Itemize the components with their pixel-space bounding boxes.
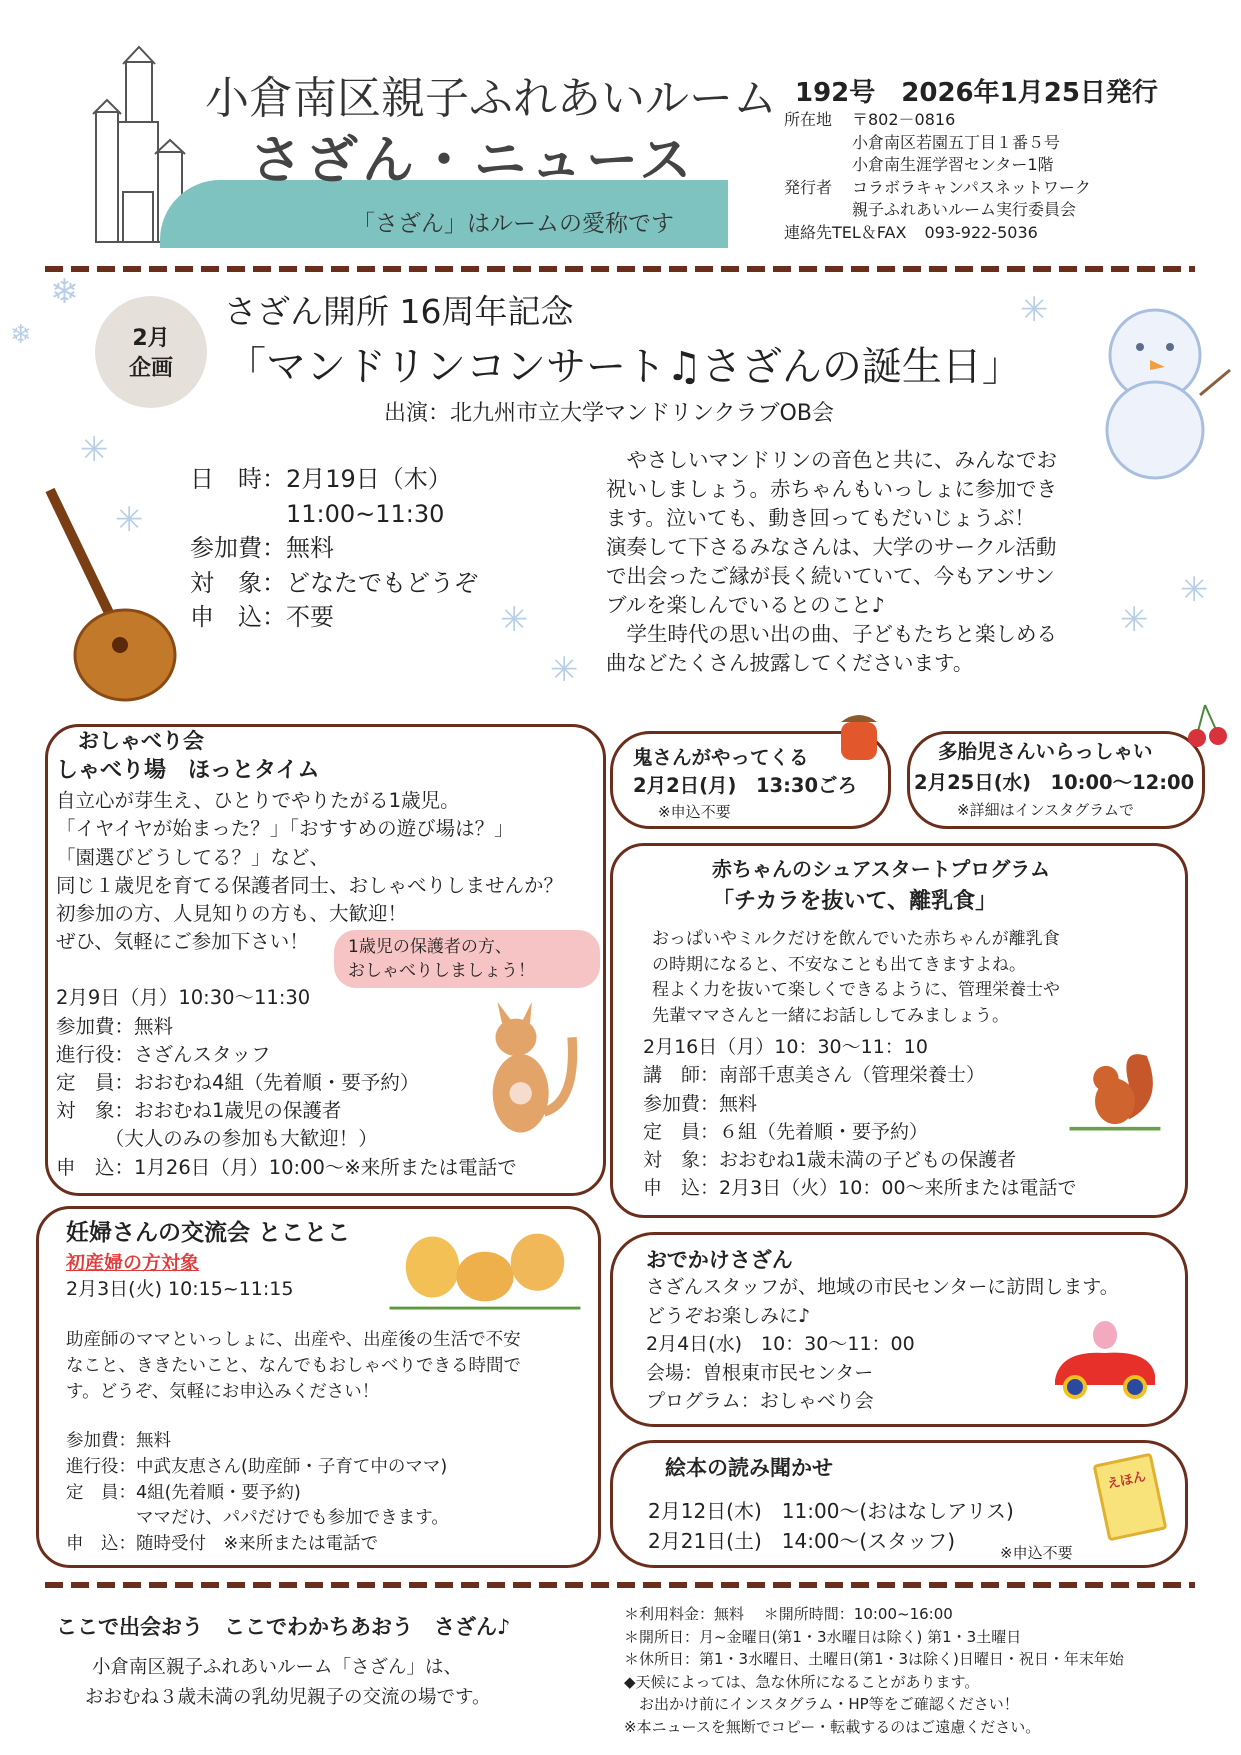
info-line: ＊開所日：月~金曜日(第1・3水曜日は除く) 第1・3土曜日 — [624, 1627, 1022, 1646]
footer-about-line: 小倉南区親子ふれあいルーム「さざん」は、 — [92, 1657, 463, 1678]
oshaberi-subtitle: しゃべり場 ほっとタイム — [56, 758, 320, 784]
cherry-icon — [1185, 700, 1230, 750]
info-label: 発行者 — [784, 177, 833, 197]
detail-line: ママだけ、パパだけでも参加できます。 — [66, 1508, 449, 1529]
info-line: お出かけ前にインスタグラム・HP等をご確認ください！ — [624, 1695, 1019, 1713]
issue-info: 192号 2026年1月25日発行 — [795, 78, 1158, 108]
snowflake-icon: ❄ — [50, 272, 79, 312]
detail-line: 参加費：無料 — [56, 1014, 174, 1038]
body-line: 「園選びどうしてる？」など、 — [56, 845, 330, 869]
bubble-line: 1歳児の保護者の方、 — [348, 937, 512, 957]
feature-performer: 出演：北九州市立大学マンドリンクラブOB会 — [384, 401, 834, 426]
oni-note: ※申込不要 — [658, 803, 731, 821]
snowflake-icon: ✳ — [550, 650, 579, 690]
info-label: 連絡先TEL＆FAX — [784, 222, 907, 242]
speech-bubble — [334, 930, 600, 988]
feature-title: 「マンドリンコンサート♫さざんの誕生日」 — [226, 344, 1022, 390]
snowflake-icon: ❄ — [10, 320, 32, 350]
book-label: えほん — [1105, 1469, 1148, 1493]
detail-line: 定 員：4組(先着順・要予約) — [66, 1482, 301, 1503]
info-line: 小倉南区若園五丁目１番５号 — [852, 132, 1061, 152]
detail-line: 参加費：無料 — [190, 534, 334, 562]
info-line: コラボラキャンパスネットワーク — [852, 177, 1091, 197]
description-line: 祝いしましょう。赤ちゃんもいっしょに参加でき — [606, 477, 1057, 501]
body-line: す。どうぞ、気軽にお申込みください！ — [66, 1382, 380, 1402]
detail-line: 対 象：おおむね1歳未満の子どもの保護者 — [643, 1149, 1017, 1172]
snowflake-icon: ✳ — [1020, 290, 1049, 330]
detail-line: 対 象：どなたでもどうぞ — [190, 568, 478, 597]
snowflake-icon: ✳ — [1180, 570, 1209, 610]
description-line: やさしいマンドリンの音色と共に、みんなでお — [606, 448, 1057, 472]
snowflake-icon: ✳ — [80, 430, 109, 470]
info-label: 所在地 — [784, 110, 833, 129]
detail-line: 進行役：中武友恵さん(助産師・子育て中のママ) — [66, 1456, 448, 1477]
snowflake-icon: ✳ — [115, 500, 144, 540]
odekake-body — [646, 1273, 1119, 1416]
pregnant-title: 妊婦さんの交流会 とことこ — [66, 1220, 351, 1246]
ehon-note: ※申込不要 — [1000, 1544, 1073, 1562]
bubble-line: おしゃべりしましょう！ — [348, 961, 535, 981]
info-line: 小倉南生涯学習センター1階 — [852, 155, 1054, 174]
body-line: 初参加の方、人見知りの方も、大歓迎！ — [56, 902, 408, 926]
baby-title: 赤ちゃんのシュアスタートプログラム — [712, 857, 1050, 881]
body-line: 同じ１歳児を育てる保護者同士、おしゃべりしませんか？ — [56, 873, 564, 897]
header-title: 小倉南区親子ふれあいルーム — [205, 73, 777, 124]
baby-details — [643, 1033, 1077, 1203]
footer-info — [624, 1603, 1124, 1738]
body-line: プログラム：おしゃべり会 — [646, 1390, 874, 1412]
badge-month: 2月 — [132, 326, 170, 351]
detail-line: 進行役：さざんスタッフ — [56, 1042, 271, 1066]
description-line: ます。泣いても、動き回ってもだいじょうぶ！ — [606, 506, 1035, 530]
month-badge — [95, 296, 207, 408]
ehon-line: 2月12日(木) 11:00〜(おはなしアリス) — [648, 1499, 1014, 1523]
badge-label: 企画 — [128, 356, 173, 381]
ehon-title: 絵本の読み聞かせ — [665, 1456, 833, 1480]
chicks-icon — [380, 1222, 590, 1312]
baby-subtitle: 「チカラを抜いて、離乳食」 — [712, 889, 998, 914]
body-line: おっぱいやミルクだけを飲んでいた赤ちゃんが離乳食 — [652, 929, 1060, 949]
detail-line: 講 師：南部千恵美さん（管理栄養士） — [643, 1064, 986, 1087]
snowflake-icon: ✳ — [500, 600, 529, 640]
snowman-icon — [1095, 305, 1235, 490]
detail-line: 申 込：不要 — [190, 603, 334, 631]
description-line: 曲などたくさん披露してくださいます。 — [606, 651, 974, 675]
detail-line: 定 員：おおむね4組（先着順・要予約） — [56, 1071, 420, 1095]
body-line: 「イヤイヤが始まった？」「おすすめの遊び場は？」 — [56, 817, 514, 841]
pregnant-body — [66, 1327, 521, 1405]
description-line: で出会ったご縁が長く続いていて、今もアンサン — [606, 564, 1055, 588]
body-line: 程よく力を抜いて楽しくできるように、管理栄養士や — [652, 980, 1060, 1000]
footer-about-line: おおむね３歳未満の乳幼児親子の交流の場です。 — [85, 1687, 491, 1708]
nickname-note: 「さざん」はルームの愛称です — [352, 211, 674, 237]
pregnant-datetime: 2月3日(火) 10:15~11:15 — [66, 1278, 294, 1300]
detail-line: 2月16日（月）10：30〜11：10 — [643, 1036, 928, 1058]
detail-line: 参加費：無料 — [643, 1092, 758, 1115]
body-line: 自立心が芽生え、ひとりでやりたがる1歳児。 — [56, 789, 460, 813]
detail-line: 2月9日（月）10:30〜11:30 — [56, 986, 311, 1010]
publisher-info — [784, 109, 1091, 244]
feature-subtitle: さざん開所 16周年記念 — [224, 292, 574, 331]
description-line: 演奏して下さるみなさんは、大学のサークル活動 — [606, 535, 1057, 559]
detail-line: （大人のみの参加も大歓迎！） — [56, 1127, 378, 1151]
detail-line: 申 込：2月3日（火）10：00〜来所または電話で — [643, 1177, 1077, 1200]
detail-line: 対 象：おおむね1歳児の保護者 — [56, 1099, 342, 1123]
divider — [45, 266, 1195, 272]
body-line: ぜひ、気軽にご参加下さい！ — [56, 930, 309, 954]
newsletter-name: さざん・ニュース — [250, 131, 696, 191]
squirrel-icon — [1065, 1045, 1165, 1135]
info-line: 093-922-5036 — [924, 222, 1038, 242]
description-line: 学生時代の思い出の曲、子どもたちと楽しめる — [606, 622, 1057, 646]
detail-line: 11:00~11:30 — [190, 499, 445, 528]
detail-line: 日 時：2月19日（木） — [190, 465, 452, 493]
body-line: の時期になると、不安なことも出てきますよね。 — [652, 954, 1026, 975]
body-line: 2月4日(水) 10：30〜11：00 — [646, 1333, 915, 1355]
info-line: 親子ふれあいルーム実行委員会 — [852, 200, 1077, 219]
pregnant-details — [66, 1429, 449, 1558]
snowflake-icon: ✳ — [1120, 600, 1149, 640]
oni-title: 鬼さんがやってくる — [633, 746, 809, 769]
multiple-title: 多胎児さんいらっしゃい — [938, 740, 1153, 763]
oshaberi-title: おしゃべり会 — [78, 729, 204, 753]
info-line: ※本ニュースを無断でコピー・転載するのはご遠慮ください。 — [624, 1717, 1041, 1736]
oni-datetime: 2月2日(月) 13:30ごろ — [633, 774, 858, 797]
info-line: ◆天候によっては、急な休所になることがあります。 — [624, 1672, 980, 1691]
rabbit-car-icon — [1050, 1315, 1160, 1400]
ehon-line: 2月21日(土) 14:00〜(スタッフ) — [648, 1529, 956, 1553]
pregnant-target: 初産婦の方対象 — [66, 1252, 200, 1274]
odekake-title: おでかけさざん — [646, 1248, 793, 1272]
body-line: 先輩ママさんと一緒にお話ししてみましょう。 — [652, 1005, 1009, 1026]
info-line: 〒802－0816 — [852, 110, 956, 129]
body-line: 助産師のママといっしょに、出産や、出産後の生活で不安 — [66, 1330, 521, 1350]
body-line: 会場：曽根東市民センター — [646, 1361, 874, 1384]
feature-description — [606, 446, 1057, 678]
description-line: ブルを楽しんでいるとのこと♪ — [606, 593, 885, 617]
body-line: どうぞお楽しみに♪ — [646, 1304, 811, 1327]
mandolin-icon — [40, 485, 180, 705]
divider — [45, 1582, 1195, 1588]
kangaroo-icon — [470, 1000, 590, 1140]
info-line: ＊休所日：第1・3水曜日、土曜日(第1・3は除く)日曜日・祝日・年末年始 — [624, 1650, 1124, 1668]
body-line: さざんスタッフが、地域の市民センターに訪問します。 — [646, 1276, 1119, 1298]
footer-slogan: ここで出会おう ここでわかちあおう さざん♪ — [56, 1615, 511, 1639]
detail-line: 申 込：随時受付 ※来所または電話で — [66, 1534, 379, 1555]
multiple-note: ※詳細はインスタグラムで — [957, 801, 1134, 819]
detail-line: 参加費：無料 — [66, 1431, 171, 1451]
multiple-datetime: 2月25日(水) 10:00〜12:00 — [914, 771, 1195, 794]
feature-details — [190, 462, 478, 635]
body-line: なこと、ききたいこと、なんでもおしゃべりできる時間で — [66, 1356, 521, 1376]
info-line: ＊利用料金：無料 ＊開所時間：10:00~16:00 — [624, 1605, 953, 1623]
baby-body — [652, 927, 1060, 1029]
detail-line: 申 込：1月26日（月）10:00〜※来所または電話で — [56, 1155, 517, 1179]
detail-line: 定 員：６組（先着順・要予約） — [643, 1120, 929, 1143]
oni-icon — [835, 708, 883, 763]
